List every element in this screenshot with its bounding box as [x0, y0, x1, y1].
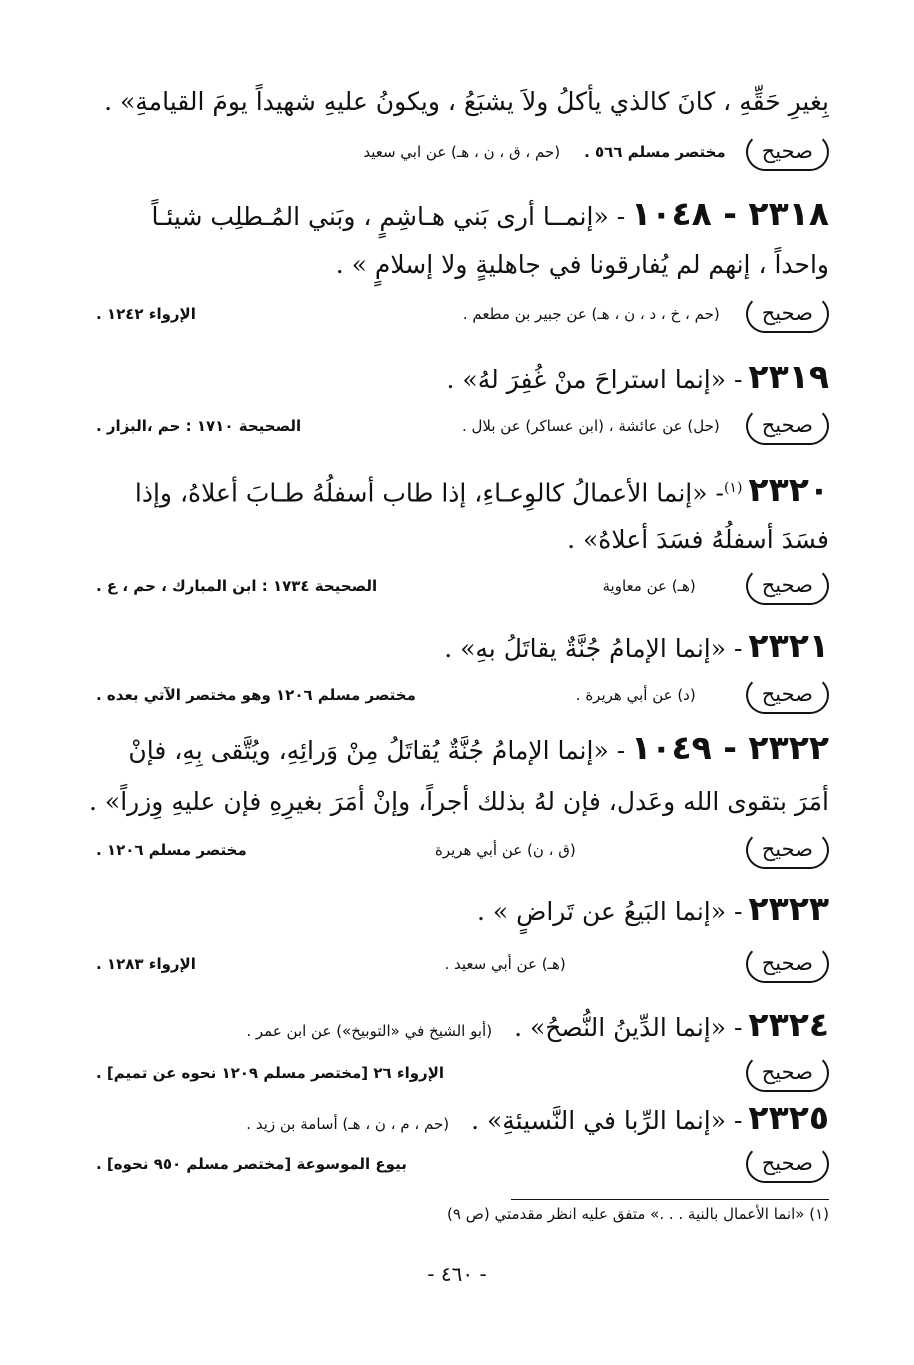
reference-line	[84, 1053, 829, 1093]
narrator-source: (هـ) عن معاوية	[602, 577, 696, 595]
grade-source: مختصر مسلم ١٢٠٦ وهو مختصر الآتي بعده .	[96, 686, 416, 704]
narrator-source: (حم ، ق ، ن ، هـ) عن ابي سعيد	[363, 143, 561, 161]
hadith-2319	[84, 355, 829, 402]
footnote-marker: (١)	[723, 480, 743, 496]
text-line: فسَدَ أسفلُهُ فسَدَ أعلاهُ» .	[567, 525, 829, 554]
hadith-2323	[84, 887, 829, 934]
hadith-text: - «إنما الرِّبا في النَّسيئةِ» .	[471, 1106, 743, 1135]
narrator-source: (هـ) عن أبي سعيد .	[444, 955, 566, 973]
hadith-2318	[84, 192, 829, 239]
hadith-text: - «إنما الدِّينُ النُّصحُ» .	[514, 1013, 743, 1042]
footnote: (١) «انما الأعمال بالنية . . .» متفق عليه انظر مقدمتي (ص ٩)	[447, 1205, 829, 1223]
hadith-text: - «إنمــا أرى بَني هـاشِمٍ ، وبَني المُـطلِب شيئـاً	[151, 202, 626, 231]
hadith-2324	[84, 1003, 829, 1053]
text-line: أمَرَ بتقوى الله وعَدل، فإن لهُ بذلك أجراً، وإنْ أمَرَ بغيرِهِ فإن عليهِ وِزراً» .	[89, 787, 829, 816]
reference-line	[84, 944, 829, 984]
grade-badge: صحيح	[746, 1145, 829, 1183]
narrator-source: (حل) عن عائشة ، (ابن عساكر) عن بلال .	[461, 417, 720, 435]
grade-badge: صحيح	[746, 676, 829, 714]
grade-source: الصحيحة ١٧١٠ : حم ،البزار .	[96, 417, 302, 435]
hadith-text: - «إنما استراحَ منْ غُفِرَ لهُ» .	[446, 365, 743, 394]
hadith-2325	[84, 1096, 829, 1146]
grade-source: الصحيحة ١٧٣٤ : ابن المبارك ، حم ، ع .	[96, 577, 378, 595]
reference-line	[84, 566, 829, 606]
grade-badge: صحيح	[746, 295, 829, 333]
hadith-2321	[84, 624, 829, 671]
hadith-2320	[84, 466, 829, 515]
hadith-number: ٢٣١٨ - ١٠٤٨	[631, 194, 829, 233]
grade-badge: صحيح	[746, 133, 829, 171]
grade-badge: صحيح	[746, 407, 829, 445]
grade-source: مختصر مسلم ١٢٠٦ .	[96, 841, 247, 859]
grade-badge: صحيح	[746, 567, 829, 605]
hadith-number: ٢٣٢٥	[748, 1098, 829, 1137]
text-line: بِغيرِ حَقِّهِ ، كانَ كالذي يأكلُ ولاَ يشبَعُ ، ويكونُ عليهِ شهيداً يومَ القيامةِ» .	[104, 87, 829, 116]
narrator-source: (ق ، ن) عن أبي هريرة	[434, 841, 576, 859]
hadith-text: - «إنما الأعمالُ كالوِعـاءِ، إذا طاب أسفلُهُ طـابَ أعلاهُ، وإذا	[134, 478, 724, 508]
hadith-number: ٢٣٢٠	[748, 470, 829, 510]
text-line: واحداً ، إنهم لم يُفارقونا في جاهليةٍ ولا إسلامٍ » .	[335, 250, 829, 279]
grade-badge: صحيح	[746, 1054, 829, 1092]
grade-source: الإرواء ٢٦ [مختصر مسلم ١٢٠٩ نحوه عن تميم] .	[96, 1064, 445, 1082]
hadith-number: ٢٣٢١	[748, 626, 829, 665]
hadith-number: ٢٣٢٢ - ١٠٤٩	[631, 728, 829, 767]
reference-line	[84, 830, 829, 870]
hadith-number: ٢٣١٩	[748, 357, 829, 396]
reference-line	[84, 1144, 829, 1184]
hadith-number: ٢٣٢٤	[748, 1005, 829, 1044]
hadith-number: ٢٣٢٣	[748, 889, 829, 928]
reference-line	[84, 675, 829, 715]
narrator-source: (حم ، م ، ن ، هـ) أسامة بن زيد .	[246, 1115, 450, 1133]
reference-line	[84, 406, 829, 446]
grade-badge: صحيح	[746, 945, 829, 983]
grade-source: الإرواء ١٢٤٢ .	[96, 305, 196, 323]
grade-source: الإرواء ١٢٨٣ .	[96, 955, 196, 973]
reference-line	[84, 294, 829, 334]
grade-badge: صحيح	[746, 831, 829, 869]
narrator-source: (د) عن أبي هريرة .	[575, 686, 696, 704]
hadith-text: - «إنما الإمامُ جُنَّةٌ يُقاتَلُ مِنْ وَرائِهِ، ويُتَّقى بِهِ، فإنْ	[128, 736, 626, 765]
page-number: - ٤٦٠ -	[427, 1262, 487, 1286]
grade-source: بيوع الموسوعة [مختصر مسلم ٩٥٠ نحوه] .	[96, 1155, 407, 1173]
reference-line	[84, 132, 829, 172]
footnote-divider	[511, 1199, 829, 1200]
hadith-text: - «إنما البَيعُ عن تَراضٍ » .	[476, 897, 743, 926]
hadith-2322	[84, 726, 829, 773]
narrator-source: (أبو الشيخ في «التوبيخ») عن ابن عمر .	[246, 1022, 493, 1040]
narrator-source: (حم ، خ ، د ، ن ، هـ) عن جبير بن مطعم .	[462, 305, 720, 323]
hadith-text: - «إنما الإمامُ جُنَّةٌ يقاتَلُ بهِ» .	[444, 634, 743, 663]
grade-source: مختصر مسلم ٥٦٦ .	[584, 143, 726, 161]
